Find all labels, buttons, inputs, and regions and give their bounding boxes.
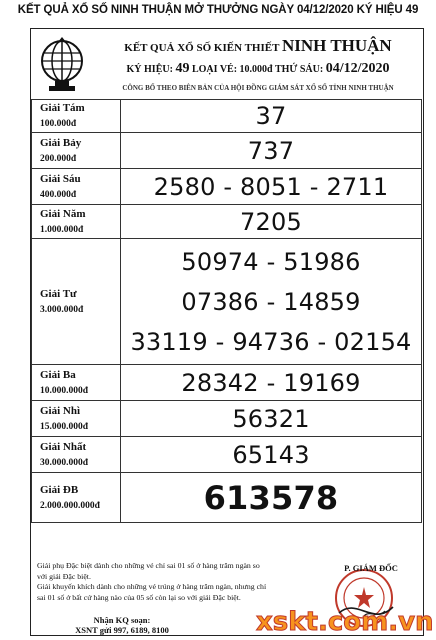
prize-name: Giải Tám [40, 102, 85, 114]
prize-amount: 10.000.000đ [40, 385, 89, 396]
prize-number: 737 [247, 136, 295, 165]
prize-amount: 15.000.000đ [40, 421, 89, 432]
prize-table [31, 99, 422, 523]
prize-row [32, 169, 422, 205]
footer-notes [37, 561, 269, 603]
site-watermark: xskt.com.vn [256, 607, 434, 637]
prize-name: Giải ĐB [40, 483, 79, 496]
ticket-info-row [93, 59, 423, 79]
prize-name: Giải Nhì [40, 404, 81, 417]
authority-note: CÔNG BỐ THEO BIÊN BẢN CỦA HỘI ĐỒNG GIÁM SÁT XỔ SỐ TỈNH NINH THUẬN [122, 84, 394, 92]
loaive-value: 10.000đ [239, 64, 273, 75]
prize-row [32, 205, 422, 239]
prize-row [32, 401, 422, 437]
prize-amount: 400.000đ [40, 189, 77, 200]
prize-row [32, 100, 422, 133]
prize-row [32, 365, 422, 401]
prize-name: Giải Tư [40, 287, 77, 300]
sms-syntax: XSNT gửi 997, 6189, 8100 [75, 625, 169, 635]
draw-date: 04/12/2020 [325, 61, 390, 76]
prize-name: Giải Ba [40, 368, 76, 381]
prize-amount: 30.000.000đ [40, 457, 89, 468]
prize-name: Giải Nhất [40, 440, 87, 453]
prize-number: 65143 [232, 440, 310, 469]
prize-name: Giải Sáu [40, 172, 81, 185]
prize-amount: 1.000.000đ [40, 224, 84, 235]
prize-row [32, 239, 422, 365]
receive-label: Nhận KQ soạn: [93, 615, 151, 625]
prize-number: 50974 - 51986 [181, 247, 361, 276]
prize-amount: 100.000đ [40, 119, 77, 129]
lottery-ticket [30, 28, 424, 636]
prize-number: 37 [255, 102, 287, 130]
globe-logo-icon [35, 37, 89, 93]
prize-row [32, 133, 422, 169]
special-prize-number: 613578 [203, 478, 339, 517]
loaive-label: LOẠI VÉ: [191, 64, 238, 75]
prize-name: Giải Năm [40, 207, 86, 220]
prize-amount: 3.000.000đ [40, 304, 84, 315]
prize-name: Giải Bảy [40, 136, 82, 149]
page-title: KẾT QUẢ XỔ SỐ NINH THUẬN MỞ THƯỞNG NGÀY 04/12/2020 KÝ HIỆU 49 [17, 4, 419, 16]
prize-row [32, 473, 422, 523]
kyhieu-value: 49 [175, 61, 190, 76]
prize-number: 7205 [240, 207, 302, 236]
ticket-header [93, 35, 423, 57]
prize-number: 33119 - 94736 - 02154 [130, 327, 412, 356]
sms-info [37, 615, 207, 635]
header-province: NINH THUẬN [281, 36, 392, 55]
kyhieu-label: KÝ HIỆU: [126, 64, 173, 75]
weekday-label: THỨ SÁU: [274, 64, 324, 75]
note-khuyen-khich: Giải khuyến khích dành cho những vé trúng ở hàng trăm ngàn, nhưng chỉ sai 01 số ở bất cứ hàng nào của 05 số còn lại so với giải Đặc biệt. [37, 582, 267, 602]
header-prefix: KẾT QUẢ XỔ SỐ KIẾN THIẾT [124, 42, 280, 54]
prize-number: 28342 - 19169 [181, 368, 361, 397]
prize-amount: 2.000.000.000đ [40, 500, 100, 511]
prize-amount: 200.000đ [40, 153, 77, 164]
prize-row [32, 437, 422, 473]
prize-number: 2580 - 8051 - 2711 [153, 172, 389, 201]
prize-number: 07386 - 14859 [181, 287, 361, 316]
director-title: P. GIÁM ĐỐC [344, 563, 398, 573]
note-phu-dac-biet: Giải phụ Đặc biệt dành cho những vé chỉ sai 01 số ở hàng trăm ngàn so với giải Đặc biệt. [37, 561, 260, 581]
prize-number: 56321 [232, 404, 310, 433]
